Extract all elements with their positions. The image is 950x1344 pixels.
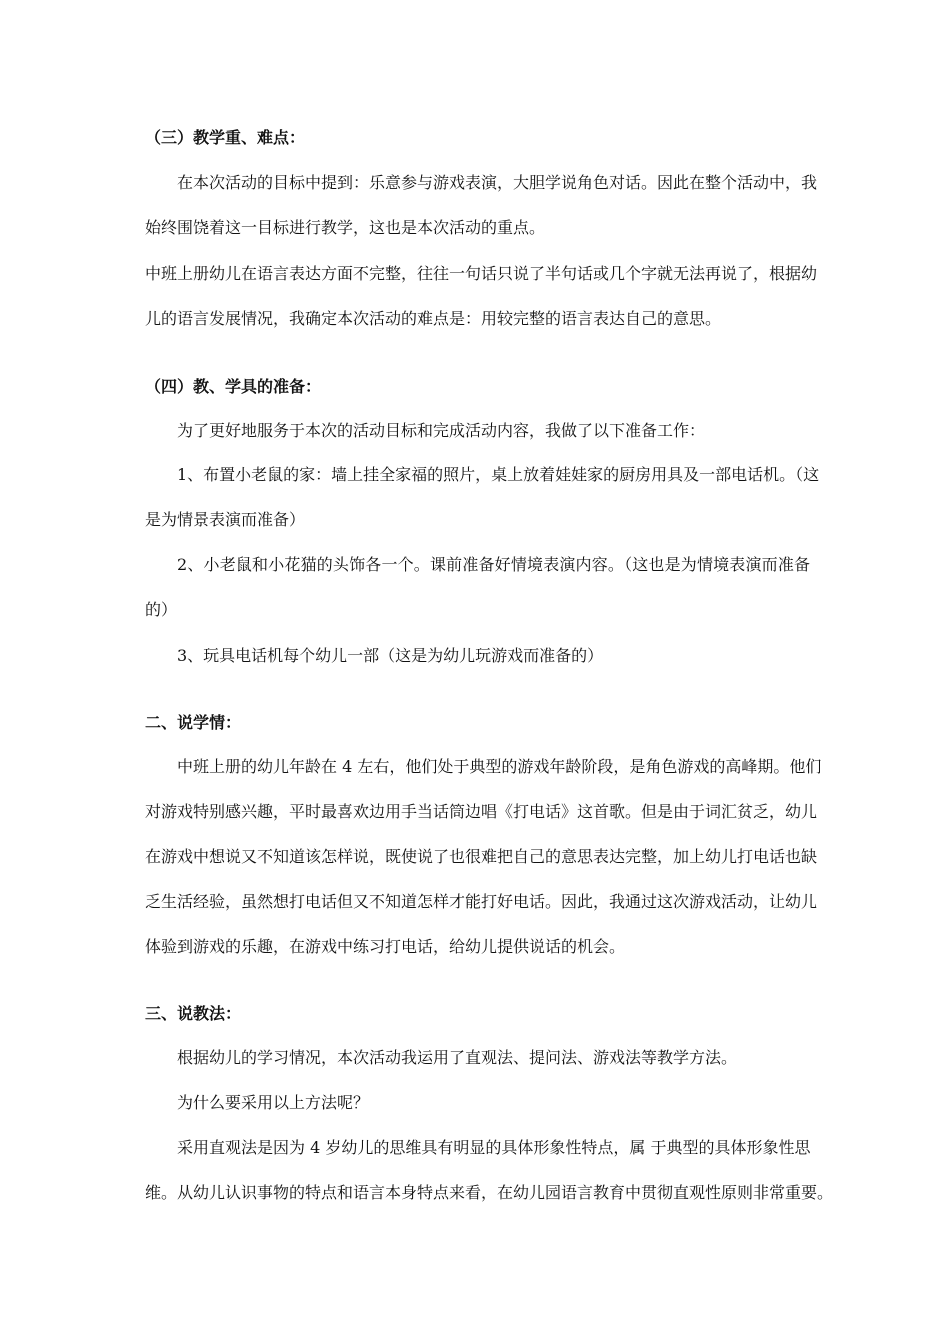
paragraph-line: 儿的语言发展情况，我确定本次活动的难点是：用较完整的语言表达自己的意思。 <box>145 309 722 328</box>
list-item-line: 1、布置小老鼠的家：墙上挂全家福的照片，桌上放着娃娃家的厨房用具及一部电话机。（这 <box>177 465 820 484</box>
section-heading-learner-analysis: 二、说学情： <box>145 713 242 732</box>
paragraph-line: 为了更好地服务于本次的活动目标和完成活动内容，我做了以下准备工作： <box>177 421 706 440</box>
section-heading-teaching-methods: 三、说教法： <box>145 1004 242 1023</box>
paragraph-line: 乏生活经验，虽然想打电话但又不知道怎样才能打好电话。因此，我通过这次游戏活动，让幼儿 <box>145 892 818 911</box>
list-item-line: 的） <box>145 600 178 619</box>
paragraph-line: 为什么要采用以上方法呢？ <box>177 1093 370 1112</box>
paragraph-line: 中班上册的幼儿年龄在 4 左右，他们处于典型的游戏年龄阶段，是角色游戏的高峰期。他们 <box>177 757 822 776</box>
paragraph-line: 采用直观法是因为 4 岁幼儿的思维具有明显的具体形象性特点，属 于典型的具体形象性思 <box>177 1138 811 1157</box>
paragraph-line: 在本次活动的目标中提到：乐意参与游戏表演，大胆学说角色对话。因此在整个活动中，我 <box>177 173 818 192</box>
paragraph-line: 中班上册幼儿在语言表达方面不完整，往往一句话只说了半句话或几个字就无法再说了，根据幼 <box>145 264 818 283</box>
list-item-line: 2、小老鼠和小花猫的头饰各一个。课前准备好情境表演内容。（这也是为情境表演而准备 <box>177 555 810 574</box>
section-heading-materials: （四）教、学具的准备： <box>145 377 322 396</box>
paragraph-line: 对游戏特别感兴趣，平时最喜欢边用手当话筒边唱《打电话》这首歌。但是由于词汇贫乏，幼儿 <box>145 802 818 821</box>
section-heading-key-difficult-points: （三）教学重、难点： <box>145 128 306 147</box>
paragraph-line: 根据幼儿的学习情况，本次活动我运用了直观法、提问法、游戏法等教学方法。 <box>177 1048 738 1067</box>
paragraph-line: 在游戏中想说又不知道该怎样说，既使说了也很难把自己的意思表达完整，加上幼儿打电话也缺 <box>145 847 818 866</box>
paragraph-line: 始终围饶着这一目标进行教学，这也是本次活动的重点。 <box>145 218 546 237</box>
list-item-line: 是为情景表演而准备） <box>145 510 306 529</box>
paragraph-line: 维。从幼儿认识事物的特点和语言本身特点来看，在幼儿园语言教育中贯彻直观性原则非常重要。 <box>145 1183 834 1202</box>
paragraph-line: 体验到游戏的乐趣，在游戏中练习打电话，给幼儿提供说话的机会。 <box>145 937 626 956</box>
list-item-line: 3、玩具电话机每个幼儿一部（这是为幼儿玩游戏而准备的） <box>177 646 604 665</box>
